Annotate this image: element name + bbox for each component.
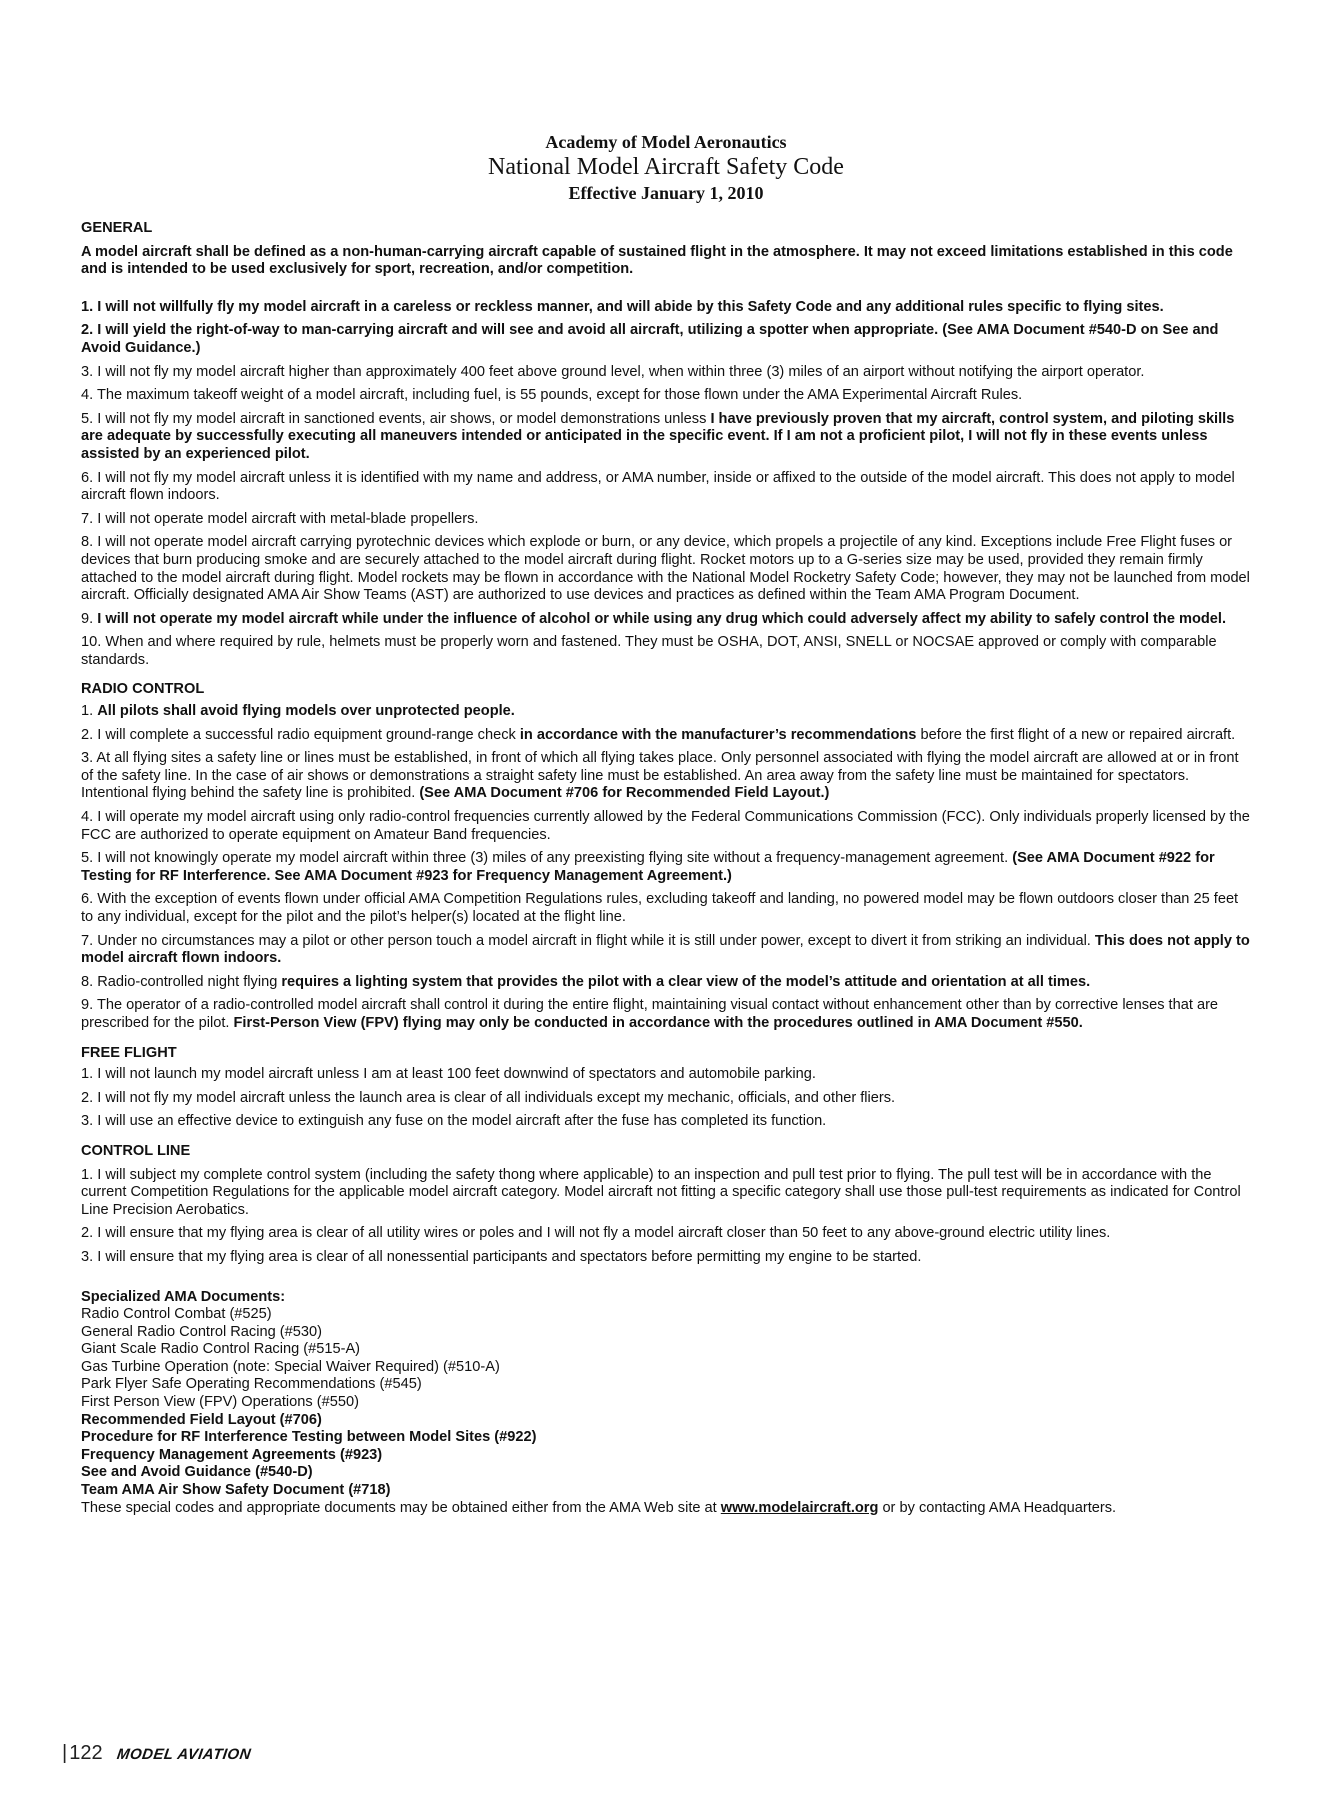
ff-item-2: 2. I will not fly my model aircraft unless the launch area is clear of all individuals except my mechanic, officials, and other fliers.: [81, 1089, 896, 1106]
section-heading: CONTROL LINE: [81, 1142, 191, 1159]
item-bold-text: I will not operate my model aircraft while under the influence of alcohol or while using any drug which could adversely affect my ability to safely control the model.: [97, 610, 1227, 627]
document-body: [81, 220, 1251, 1517]
document-list-item: Recommended Field Layout (#706): [81, 1411, 322, 1428]
document-list-item: First Person View (FPV) Operations (#550): [81, 1394, 359, 1411]
closing-text: These special codes and appropriate documents may be obtained either from the AMA Web site at: [81, 1499, 721, 1516]
general-item-5: [81, 411, 1251, 464]
ff-item-3: 3. I will use an effective device to extinguish any fuse on the model aircraft after the fuse has completed its function.: [81, 1113, 827, 1130]
item-bold-text: (See AMA Document #922 for Testing for RF Interference. See AMA Document #923 for Frequency Management Agreement.): [81, 850, 1215, 884]
general-intro: A model aircraft shall be defined as a non-human-carrying aircraft capable of sustained flight in the atmosphere. It may not exceed limitations established in this code and is intended to be used exclusively for sport, recreation, and/or competition.: [81, 243, 1233, 278]
document-list-item: See and Avoid Guidance (#540-D): [81, 1464, 313, 1481]
document-list-item: Radio Control Combat (#525): [81, 1306, 272, 1323]
item-text: 5. I will not knowingly operate my model aircraft within three (3) miles of any preexisting flying site without a frequency-management agreement.: [81, 850, 1013, 867]
general-item-3: 3. I will not fly my model aircraft higher than approximately 400 feet above ground level, when within three (3) miles of an airport without notifying the airport operator.: [81, 363, 1145, 380]
item-bold-text: All pilots shall avoid flying models over unprotected people.: [97, 703, 515, 720]
item-text: 8. Radio-controlled night flying: [81, 973, 282, 990]
document-list-item: Gas Turbine Operation (note: Special Waiver Required) (#510-A): [81, 1358, 500, 1375]
item-bold-text: in accordance with the manufacturer’s recommendations: [519, 726, 917, 743]
page-number: | 122: [62, 1742, 103, 1765]
rc-item-3: [81, 750, 1251, 803]
rc-item-4: [81, 809, 1251, 844]
general-item-8: 8. I will not operate model aircraft carrying pyrotechnic devices which explode or burn, or any device, which propels a projectile of any kind. Exceptions include Free Flight fuses or devices that burn producing smoke and are securely attached to the model aircraft during flight. Rocket motors up to a G-series size may be used, provided they remain firmly attached to the model aircraft during flight. Model rockets may be flown in accordance with the National Model Rocketry Safety Code; however, they may not be launched from model aircraft. Officially designated AMA Air Show Teams (AST) are authorized to use devices and practices as defined within the Team AMA Program Document.: [81, 534, 1250, 604]
section-radio-control: [81, 681, 1251, 1032]
organization-name: Academy of Model Aeronautics: [545, 132, 787, 152]
document-title: National Model Aircraft Safety Code: [488, 154, 844, 180]
document-list-item: Team AMA Air Show Safety Document (#718): [81, 1482, 391, 1499]
document-list-item: Procedure for RF Interference Testing between Model Sites (#922): [81, 1429, 537, 1446]
section-specialized-documents: [81, 1289, 1251, 1518]
cl-item-3: 3. I will ensure that my flying area is clear of all nonessential participants and spectators before permitting my engine to be started.: [81, 1248, 922, 1265]
item-bold-text: First-Person View (FPV) flying may only be conducted in accordance with the procedures outlined in AMA Document #550.: [233, 1014, 1083, 1031]
item-text: 4. I will operate my model aircraft using only radio-control frequencies currently allowed by the Federal Communications Commission (FCC). Only individuals properly licensed by the FCC are authorized to operate equipment on Amateur Band frequencies.: [81, 809, 1250, 843]
rc-item-7: [81, 933, 1251, 968]
effective-date: Effective January 1, 2010: [568, 183, 764, 203]
item-text: 1.: [81, 703, 98, 720]
document-list-item: Frequency Management Agreements (#923): [81, 1446, 383, 1463]
general-item-7: 7. I will not operate model aircraft with metal-blade propellers.: [81, 510, 479, 527]
item-text: 9.: [81, 610, 98, 627]
item-bold-text: (See AMA Document #706 for Recommended Field Layout.): [419, 785, 830, 802]
document-list-item: General Radio Control Racing (#530): [81, 1323, 322, 1340]
item-text: 2. I will complete a successful radio equipment ground-range check: [81, 726, 520, 743]
documents-closing: [81, 1500, 1251, 1518]
general-item-2: 2. I will yield the right-of-way to man-carrying aircraft and will see and avoid all aircraft, utilizing a spotter when appropriate. (See AMA Document #540-D on See and Avoid Guidance.): [81, 322, 1219, 356]
rc-item-8: [81, 974, 1251, 992]
section-heading: Specialized AMA Documents:: [81, 1288, 286, 1305]
item-bold-text: requires a lighting system that provides the pilot with a clear view of the model’s attitude and orientation at all times.: [281, 973, 1091, 990]
cl-item-2: 2. I will ensure that my flying area is clear of all utility wires or poles and I will not fly a model aircraft closer than 50 feet to any above-ground electric utility lines.: [81, 1225, 1111, 1242]
section-control-line: [81, 1143, 1251, 1267]
ff-item-1: 1. I will not launch my model aircraft unless I am at least 100 feet downwind of spectators and automobile parking.: [81, 1066, 816, 1083]
section-free-flight: [81, 1045, 1251, 1131]
item-text: 9. The operator of a radio-controlled model aircraft shall control it during the entire flight, maintaining visual contact without enhancement other than by corrective lenses that are prescribed for the pilot.: [81, 997, 1219, 1031]
rc-item-6: [81, 891, 1251, 926]
cl-item-1: 1. I will subject my complete control system (including the safety thong where applicable) to an inspection and pull test prior to flying. The pull test will be in accordance with the current Competition Regulations for the applicable model aircraft category. Model aircraft not fitting a specific category shall use those pull-test requirements as indicated for Control Line Precision Aerobatics.: [81, 1166, 1241, 1218]
general-item-6: 6. I will not fly my model aircraft unless it is identified with my name and address, or AMA number, inside or affixed to the outside of the model aircraft. This does not apply to model aircraft flown indoors.: [81, 469, 1235, 504]
page-footer: [62, 1742, 251, 1766]
magazine-name: MODEL AVIATION: [115, 1746, 252, 1763]
general-item-4: 4. The maximum takeoff weight of a model aircraft, including fuel, is 55 pounds, except for those flown under the AMA Experimental Aircraft Rules.: [81, 387, 1023, 404]
section-heading: RADIO CONTROL: [81, 681, 205, 698]
section-heading: GENERAL: [81, 220, 153, 236]
item-text: 5. I will not fly my model aircraft in sanctioned events, air shows, or model demonstrations unless: [81, 410, 711, 427]
rc-item-1: [81, 703, 1251, 721]
item-text: 6. With the exception of events flown under official AMA Competition Regulations rules, excluding takeoff and landing, no powered model may be flown outdoors closer than 25 feet to any individual, except for the pilot and the pilot’s helper(s) located at the flight line.: [81, 891, 1239, 925]
item-text: 7. Under no circumstances may a pilot or other person touch a model aircraft in flight while it is still under power, except to divert it from striking an individual.: [81, 932, 1095, 949]
rc-item-2: [81, 727, 1251, 745]
rc-item-9: [81, 997, 1251, 1032]
general-item-9: [81, 611, 1251, 629]
general-item-1: 1. I will not willfully fly my model aircraft in a careless or reckless manner, and will abide by this Safety Code and any additional rules specific to flying sites.: [81, 298, 1164, 315]
general-item-10: 10. When and where required by rule, helmets must be properly worn and fastened. They must be OSHA, DOT, ANSI, SNELL or NOCSAE approved or comply with comparable standards.: [81, 634, 1217, 668]
item-text: 3. At all flying sites a safety line or lines must be established, in front of which all flying takes place. Only personnel associated with flying the model aircraft are allowed at or in front of the safety line. In the case of air shows or demonstrations a straight safety line must be established. An area away from the safety line must be maintained for spectators. Intentional flying behind the safety line is prohibited.: [81, 750, 1239, 802]
item-bold-text: This does not apply to model aircraft flown indoors.: [81, 932, 1250, 967]
rc-item-5: [81, 850, 1251, 885]
item-text: before the first flight of a new or repaired aircraft.: [916, 726, 1236, 743]
section-heading: FREE FLIGHT: [81, 1044, 177, 1061]
closing-text: or by contacting AMA Headquarters.: [878, 1499, 1117, 1516]
website-link[interactable]: www.modelaircraft.org: [720, 1499, 879, 1516]
section-general: [81, 220, 1251, 669]
document-list-item: Park Flyer Safe Operating Recommendations (#545): [81, 1376, 422, 1393]
document-list-item: Giant Scale Radio Control Racing (#515-A): [81, 1341, 361, 1358]
item-bold-text: I have previously proven that my aircraft, control system, and piloting skills are adequate by successfully executing all maneuvers intended or anticipated in the specific event. If I am not a proficient pilot, I will not fly in these events unless assisted by an experienced pilot.: [81, 410, 1235, 462]
